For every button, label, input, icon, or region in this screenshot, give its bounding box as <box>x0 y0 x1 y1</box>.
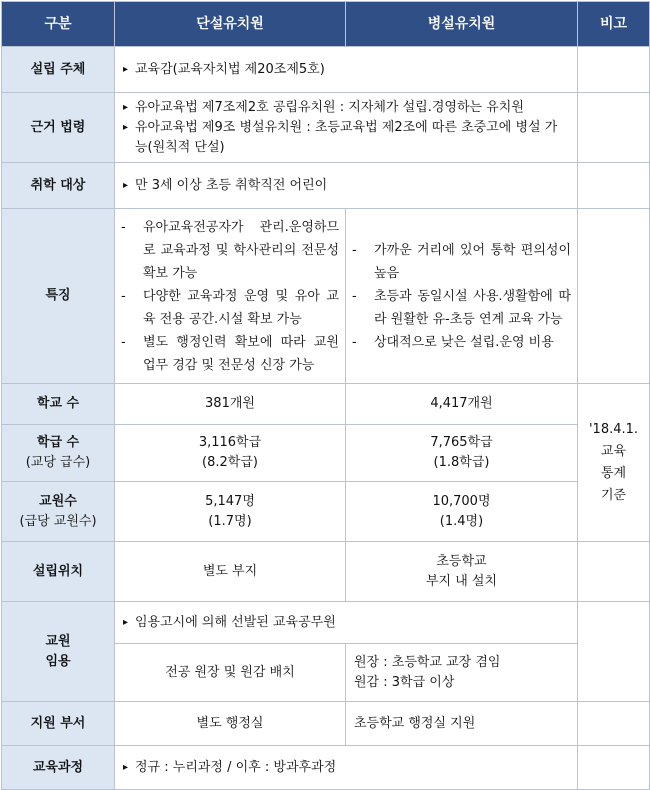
remarks-hiring <box>578 602 650 702</box>
features-single-item: - 다양한 교육과정 운영 및 유아 교육 전용 공간.시설 확보 가능 <box>121 288 339 327</box>
kindergarten-comparison-table <box>1 1 650 790</box>
features-attached-item: - 상대적으로 낮은 설립.운영 비용 <box>352 334 554 350</box>
header-remarks: 비고 <box>578 2 650 47</box>
founder-content <box>115 47 578 93</box>
label-schools: 학교 수 <box>2 384 115 425</box>
teachers-single <box>115 482 346 542</box>
support-single: 별도 행정실 <box>115 702 346 746</box>
row-founder <box>2 47 650 93</box>
hiring-attached-line: 원감 : 3학급 이상 <box>354 674 455 690</box>
classes-single <box>115 425 346 482</box>
row-teachers <box>2 482 650 542</box>
target-content <box>115 163 578 209</box>
label-classes-main: 학급 수 <box>36 435 80 450</box>
remarks-law <box>578 93 650 163</box>
label-features: 특징 <box>2 209 115 384</box>
note-line: 통계 <box>600 465 627 481</box>
remarks-location <box>578 542 650 602</box>
teachers-attached-value: 10,700명 <box>432 493 491 509</box>
note-line: 교육 <box>600 443 627 459</box>
teachers-single-avg: (1.7명) <box>208 513 252 529</box>
header-attached-kindergarten: 병설유치원 <box>346 2 578 47</box>
label-teachers-sub: (급당 교원수) <box>19 513 97 529</box>
curriculum-item: ▸ 정규 : 누리과정 / 이후 : 방과후과정 <box>123 758 569 778</box>
label-hiring-line: 교원 <box>45 633 71 649</box>
hiring-common <box>115 602 578 644</box>
row-schools <box>2 384 650 425</box>
hiring-attached <box>346 644 578 702</box>
note-line: 기준 <box>600 487 627 503</box>
classes-single-avg: (8.2학급) <box>202 455 258 470</box>
schools-single: 381개원 <box>115 384 346 425</box>
location-attached-line: 부지 내 설치 <box>425 573 498 589</box>
support-attached: 초등학교 행정실 지원 <box>346 702 578 746</box>
label-hiring-line: 임용 <box>45 653 71 669</box>
label-curriculum: 교육과정 <box>2 746 115 790</box>
row-target <box>2 163 650 209</box>
remarks-statistics-note <box>578 384 650 542</box>
law-item: ▸ 유아교육법 제7조제2호 공립유치원 : 지자체가 설립.경영하는 유치원 <box>123 98 569 118</box>
label-support: 지원 부서 <box>2 702 115 746</box>
features-attached <box>346 209 578 384</box>
features-attached-item: - 가까운 거리에 있어 통학 편의성이 높음 <box>352 242 571 281</box>
label-hiring <box>2 602 115 702</box>
header-single-kindergarten: 단설유치원 <box>115 2 346 47</box>
remarks-founder <box>578 47 650 93</box>
header-category: 구분 <box>2 2 115 47</box>
location-attached-line: 초등학교 <box>436 553 487 569</box>
classes-attached-avg: (1.8학급) <box>433 455 490 470</box>
row-features <box>2 209 650 384</box>
features-single <box>115 209 346 384</box>
teachers-attached <box>346 482 578 542</box>
note-line: '18.4.1. <box>588 421 639 437</box>
remarks-features <box>578 209 650 384</box>
law-content <box>115 93 578 163</box>
remarks-support <box>578 702 650 746</box>
teachers-attached-avg: (1.4명) <box>439 513 484 529</box>
features-single-item: - 유아교육전공자가 관리.운영하므로 교육과정 및 학사관리의 전문성 확보 가능 <box>121 219 339 281</box>
row-classes <box>2 425 650 482</box>
location-attached <box>346 542 578 602</box>
features-single-item: - 별도 행정인력 확보에 따라 교원 업무 경감 및 전문성 신장 가능 <box>121 334 339 373</box>
founder-item: ▸ 교육감(교육자치법 제20조제5호) <box>123 60 569 80</box>
label-law: 근거 법령 <box>2 93 115 163</box>
classes-attached-value: 7,765학급 <box>430 435 493 450</box>
label-teachers-main: 교원수 <box>39 493 77 509</box>
row-hiring-common <box>2 602 650 644</box>
header-row <box>2 2 650 47</box>
law-item: ▸ 유아교육법 제9조 병설유치원 : 초등교육법 제2조에 따른 초중고에 병설 가능(원칙적 단설) <box>123 118 569 158</box>
label-location: 설립위치 <box>2 542 115 602</box>
row-support <box>2 702 650 746</box>
row-curriculum <box>2 746 650 790</box>
location-single: 별도 부지 <box>115 542 346 602</box>
row-law <box>2 93 650 163</box>
classes-attached <box>346 425 578 482</box>
classes-single-value: 3,116학급 <box>198 435 262 450</box>
teachers-single-value: 5,147명 <box>205 493 255 509</box>
row-location <box>2 542 650 602</box>
hiring-single: 전공 원장 및 원감 배치 <box>115 644 346 702</box>
target-item: ▸ 만 3세 이상 초등 취학직전 어린이 <box>123 176 569 196</box>
label-classes <box>2 425 115 482</box>
label-teachers <box>2 482 115 542</box>
schools-attached: 4,417개원 <box>346 384 578 425</box>
label-target: 취학 대상 <box>2 163 115 209</box>
remarks-curriculum <box>578 746 650 790</box>
hiring-common-item: ▸ 임용고시에 의해 선발된 교육공무원 <box>123 613 569 633</box>
features-attached-item: - 초등과 동일시설 사용.생활함에 따라 원활한 유-초등 연계 교육 가능 <box>352 288 571 327</box>
curriculum-content <box>115 746 578 790</box>
label-founder: 설립 주체 <box>2 47 115 93</box>
label-classes-sub: (교당 급수) <box>25 455 91 470</box>
hiring-attached-line: 원장 : 초등학교 교장 겸임 <box>354 654 501 670</box>
remarks-target <box>578 163 650 209</box>
